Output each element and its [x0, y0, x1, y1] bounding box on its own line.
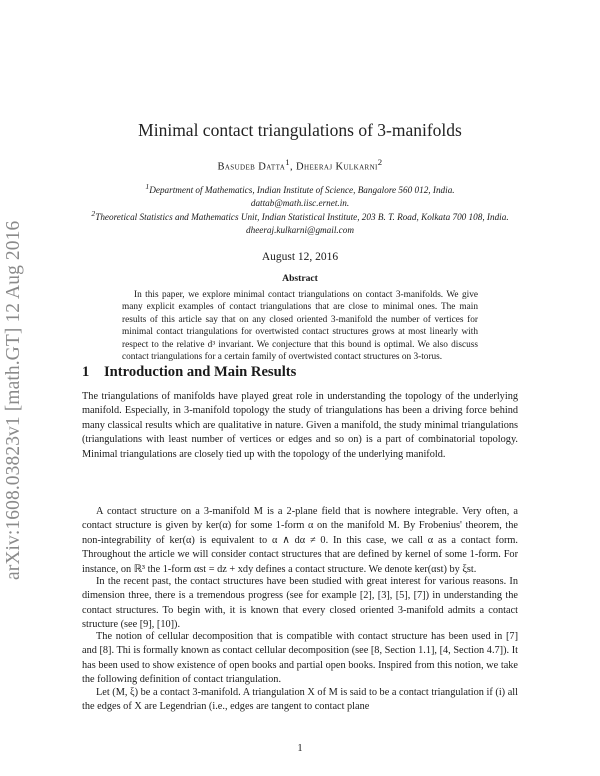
page-number: 1 — [297, 743, 303, 754]
body-paragraph: Let (M, ξ) be a contact 3-manifold. A triangulation X of M is said to be a contact triangulation if (i) all the edges of X are Legendrian (i.e., edges are tangent to contact plane — [82, 687, 518, 713]
author-email: dheeraj.kulkarni@gmail.com — [246, 225, 354, 236]
author-name: Basudeb Datta — [217, 161, 286, 173]
body-paragraph: The triangulations of manifolds have played great role in understanding the topology of the underlying manifold. Especially, in 3-manifold topology the study of triangulations has been a driving force behind many classical results which are qualitative in nature. Given a manifold, the study minimal triangulations (triangulations with least number of vertices or edges and so on) is a part of combinatorial topology. Minimal triangulations are closely tied up with the topology of the underlying manifold. — [82, 391, 518, 460]
body-paragraph: The notion of cellular decomposition that is compatible with contact structure has been used in [7] and [8]. Thi is formally known as contact cellular decomposition (see [8, Section 1.1], [4, Section 4.7]). It has been used to show existence of open books and partial open books. Inspired from this notion, we take the following definition of contact triangulation. — [82, 631, 518, 686]
section-heading — [82, 364, 296, 381]
affiliation-text: Department of Mathematics, Indian Institute of Science, Bangalore 560 012, India. — [149, 185, 455, 196]
affiliation-mark: 1 — [285, 157, 290, 167]
affiliation-text: Theoretical Statistics and Mathematics Unit, Indian Statistical Institute, 203 B. T. Road, Kolkata 700 108, India. — [95, 212, 509, 223]
author-separator: , — [289, 161, 297, 173]
arxiv-identifier-stamp: arXiv:1608.03823v1 [math.GT] 12 Aug 2016 — [3, 220, 24, 580]
paper-date: August 12, 2016 — [261, 251, 339, 263]
abstract-heading: Abstract — [282, 273, 318, 284]
paper-title: Minimal contact triangulations of 3-manifolds — [138, 120, 462, 140]
affiliation-2 — [70, 207, 530, 238]
affiliation-mark: 2 — [377, 157, 383, 167]
section-number: 1 — [82, 364, 90, 380]
body-paragraph: In the recent past, the contact structures have been studied with great interest for various reasons. In dimension three, there is a tremendous progress (see for example [2], [3], [5], [7]) in understanding the contact structures. To begin with, it is known that every closed oriented 3-manifold admits a contact structure (see [9], [10]). — [82, 576, 518, 631]
affiliation-mark: 2 — [91, 209, 96, 218]
author-email: dattab@math.iisc.ernet.in. — [250, 198, 350, 209]
author-line — [80, 157, 520, 173]
section-title: Introduction and Main Results — [104, 364, 297, 380]
abstract-text: In this paper, we explore minimal contact triangulations on contact 3-manifolds. We give many explicit examples of contact triangulations that are close to minimal ones. The main results of this article say that on any closed oriented 3-manifold the number of vertices for minimal contact triangulations for overtwisted contact structures grows at most linearly with respect to the relative d³ invariant. We conjecture that this bound is optimal. We also discuss contact triangulations for a certain family of overtwisted contact structures on 3-torus. — [122, 290, 478, 363]
author-name: Dheeraj Kulkarni — [296, 161, 378, 173]
affiliation-mark: 1 — [145, 182, 150, 191]
body-paragraph: A contact structure on a 3-manifold M is a 2-plane field that is nowhere integrable. Very often, a contact structure is given by ker(α) for some 1-form α on the manifold M. By Frobenius' theorem, the non-integrability of ker(α) is equivalent to α ∧ dα ≠ 0. In this case, we call α as a contact form. Throughout the article we will consider contact structures that are defined by kernel of some 1-form. For instance, on ℝ³ the 1-form αst = dz + xdy defines a contact structure. We denote ker(αst) by ξst. — [82, 506, 518, 575]
